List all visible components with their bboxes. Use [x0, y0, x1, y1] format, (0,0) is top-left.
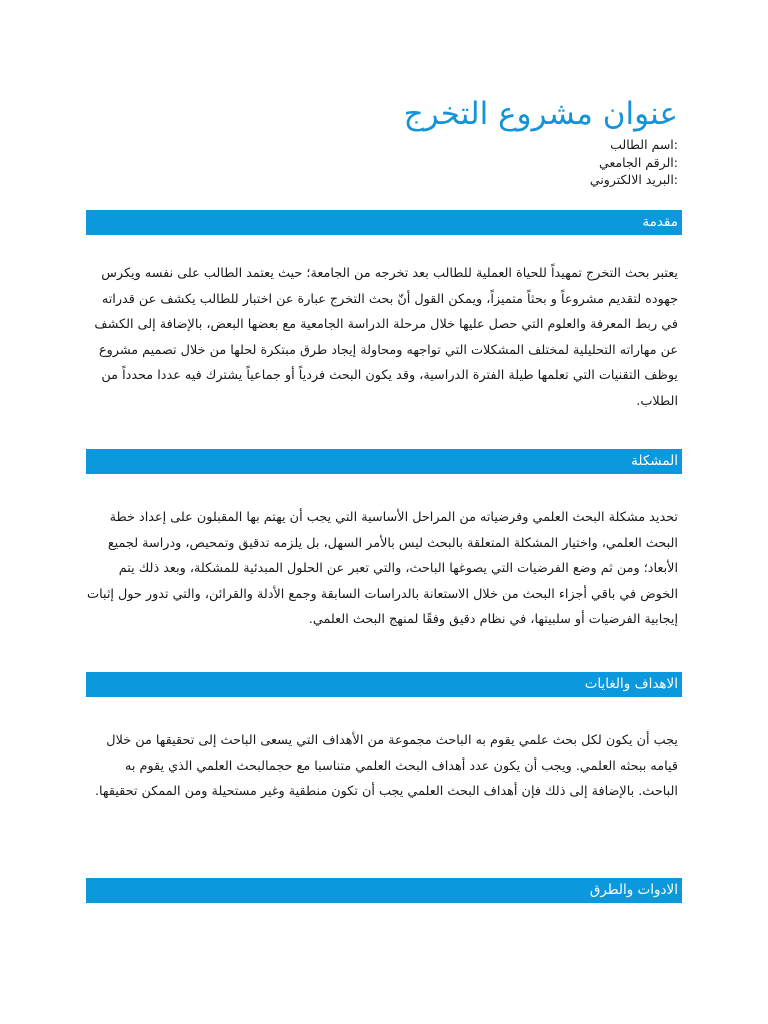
section-heading-tools-methods: الادوات والطرق: [86, 878, 682, 903]
section-heading-objectives: الاهداف والغايات: [86, 672, 682, 697]
section-heading-introduction: مقدمة: [86, 210, 682, 235]
student-id-label: :الرقم الجامعي: [599, 154, 678, 170]
section-body-problem: تحديد مشكلة البحث العلمي وفرضياته من المراحل الأساسية التي يجب أن يهتم بها المقبلون على إعداد خطة البحث العلمي، واختيار المشكلة المتعلقة بالبحث ليس بالأمر السهل، بل يلزمه تدقيق وتمحيص، ودراسة لجميع الأبعاد؛ ومن ثم وضع الفرضيات التي يصوغها الباحث، والتي تعبر عن الحلول المبدئية للمشكلة، وبعد ذلك يتم الخوض في باقي أجزاء البحث من خلال الاستعانة بالدراسات السابقة وجمع الأدلة والقرائن، والتي تدور حول إثبات إيجابية الفرضيات أو سلبيتها، في نظام دقيق وفقًا لمنهج البحث العلمي.: [87, 510, 678, 627]
student-info: [590, 136, 678, 189]
email-label: :البريد الالكتروني: [589, 172, 678, 187]
section-body-objectives: يجب أن يكون لكل بحث علمي يقوم به الباحث مجموعة من الأهداف التي يسعى الباحث إلى تحقيقها من خلال قيامه ببحثه العلمي. ويجب أن يكون عدد أهداف البحث العلمي متناسبا مع حجمالبحث العلمي الذي يقوم به الباحث. بالإضافة إلى ذلك فإن أهداف البحث العلمي يجب أن تكون منطقية وغير مستحيلة ومن الممكن تحقيقها.: [94, 733, 678, 799]
student-name-label: :اسم الطالب: [610, 137, 678, 152]
section-body-introduction: يعتبر بحث التخرج تمهيداً للحياة العملية للطالب بعد تخرجه من الجامعة؛ حيث يعتمد الطالب على نفسه ويكرس جهوده لتقديم مشروعاً و بحثاً متميزاً، ويمكن القول أنّ بحث التخرج عبارة عن اختبار للطالب يكشف عن قدراته في ربط المعرفة والعلوم التي حصل عليها خلال مرحلة الدراسة الجامعية مع بعضها البعض، بالإضافة إلى الكشف عن مهاراته التحليلية لمختلف المشكلات التي تواجهه ومحاولة إيجاد طرق مبتكرة لحلها من خلال تصميم مشروع يوظف التقنيات التي تعلمها طيلة الفترة الدراسية، وقد يكون البحث فردياً أو جماعياً يشترك فيه عددا محدداً من الطلاب.: [94, 266, 678, 409]
section-heading-problem: المشكلة: [86, 449, 682, 474]
document-page: [86, 0, 682, 1024]
project-title: عنوان مشروع التخرج: [403, 96, 678, 132]
